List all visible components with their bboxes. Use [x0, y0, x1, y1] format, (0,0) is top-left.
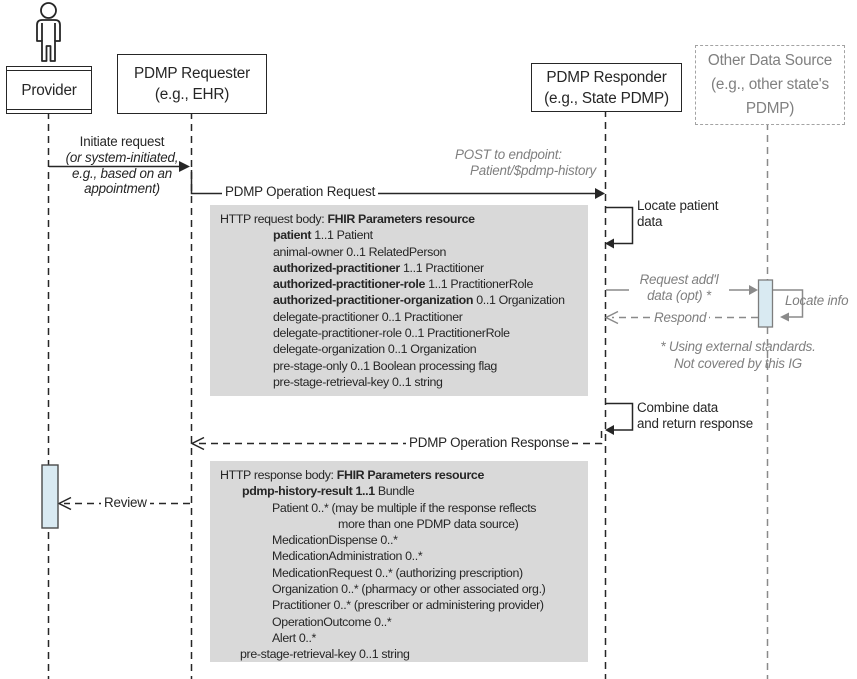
request-addl-label: Request add'l data (opt) *	[629, 272, 729, 304]
request-body-line: authorized-practitioner-organization 0..1 Organization	[273, 293, 565, 308]
participant-requester	[117, 54, 267, 114]
operation-request-arrowhead	[595, 188, 605, 199]
provider-label: Provider	[21, 81, 77, 99]
locate-info-arrowhead	[780, 313, 789, 322]
review-label: Review	[101, 495, 150, 511]
operation-request-label: PDMP Operation Request	[222, 184, 378, 200]
locate-patient-loop	[606, 208, 633, 244]
request-body-line: pre-stage-retrieval-key 0..1 string	[273, 374, 443, 389]
request-body-line: delegate-practitioner-role 0..1 PractitionerRole	[273, 326, 510, 341]
request-body-line: delegate-organization 0..1 Organization	[273, 342, 477, 357]
review-arrowhead	[59, 498, 71, 510]
other-source-activation-bar	[759, 280, 773, 327]
combine-arrowhead	[605, 425, 614, 435]
external-standards-note: * Using external standards. Not covered by this IG	[660, 339, 816, 371]
other-source-label-line3: PDMP)	[745, 100, 795, 117]
request-body-line: delegate-practitioner 0..1 Practitioner	[273, 309, 463, 324]
response-body-line: pre-stage-retrieval-key 0..1 string	[240, 647, 410, 662]
request-body-line: pre-stage-only 0..1 Boolean processing flag	[273, 358, 497, 373]
response-body-line: Organization 0..* (pharmacy or other associated org.)	[272, 582, 546, 597]
request-addl-arrowhead	[749, 285, 758, 295]
response-body-line: HTTP response body: FHIR Parameters resource	[220, 468, 484, 482]
operation-response-arrowhead	[192, 438, 204, 450]
locate-patient-arrowhead	[605, 239, 614, 249]
requester-label-line1: PDMP Requester	[134, 65, 250, 82]
response-body-line: pdmp-history-result 1..1 Bundle	[242, 484, 415, 499]
initiate-request-label: Initiate request (or system-initiated, e.g., based on an appointment)	[65, 134, 179, 197]
participant-provider	[6, 66, 92, 114]
request-body-line: authorized-practitioner-role 1..1 PractitionerRole	[273, 277, 533, 292]
response-body-line: Patient 0..* (may be multiple if the response reflects	[272, 500, 537, 515]
request-body-line: patient 1..1 Patient	[273, 228, 373, 243]
combine-loop	[606, 404, 633, 431]
other-source-label-line1: Other Data Source	[707, 52, 833, 69]
request-body-line: HTTP request body: FHIR Parameters resource	[220, 212, 475, 226]
combine-data-label: Combine data and return response	[637, 400, 754, 431]
locate-patient-label: Locate patient data	[637, 198, 719, 229]
responder-label-line1: PDMP Responder	[546, 68, 667, 86]
response-body-line: MedicationAdministration 0..*	[272, 549, 423, 564]
response-body	[210, 461, 588, 662]
request-body-line: authorized-practitioner 1..1 Practitioner	[273, 260, 484, 275]
response-body-line: OperationOutcome 0..*	[272, 614, 392, 629]
response-body-line: MedicationDispense 0..*	[272, 533, 398, 548]
actor-person-icon	[24, 1, 74, 64]
responder-label-line2: (e.g., State PDMP)	[544, 89, 669, 107]
operation-response-label: PDMP Operation Response	[406, 435, 572, 451]
request-body	[210, 205, 588, 396]
response-body-line: more than one PDMP data source)	[338, 516, 519, 531]
request-body-line: animal-owner 0..1 RelatedPerson	[273, 244, 447, 259]
participant-other-source	[695, 45, 845, 125]
respond-arrowhead	[606, 312, 618, 324]
respond-label: Respond	[651, 310, 709, 326]
requester-label-line2: (e.g., EHR)	[154, 86, 230, 103]
provider-activation-bar	[42, 465, 58, 528]
post-endpoint-note: POST to endpoint: Patient/$pdmp-history	[455, 147, 597, 178]
response-body-line: Practitioner 0..* (prescriber or administering provider)	[272, 598, 544, 613]
response-body-line: Alert 0..*	[272, 630, 317, 645]
locate-info-label: Locate info	[785, 293, 849, 308]
other-source-label-line2: (e.g., other state's	[711, 76, 829, 93]
response-body-line: MedicationRequest 0..* (authorizing prescription)	[272, 565, 523, 580]
participant-responder	[531, 63, 682, 112]
